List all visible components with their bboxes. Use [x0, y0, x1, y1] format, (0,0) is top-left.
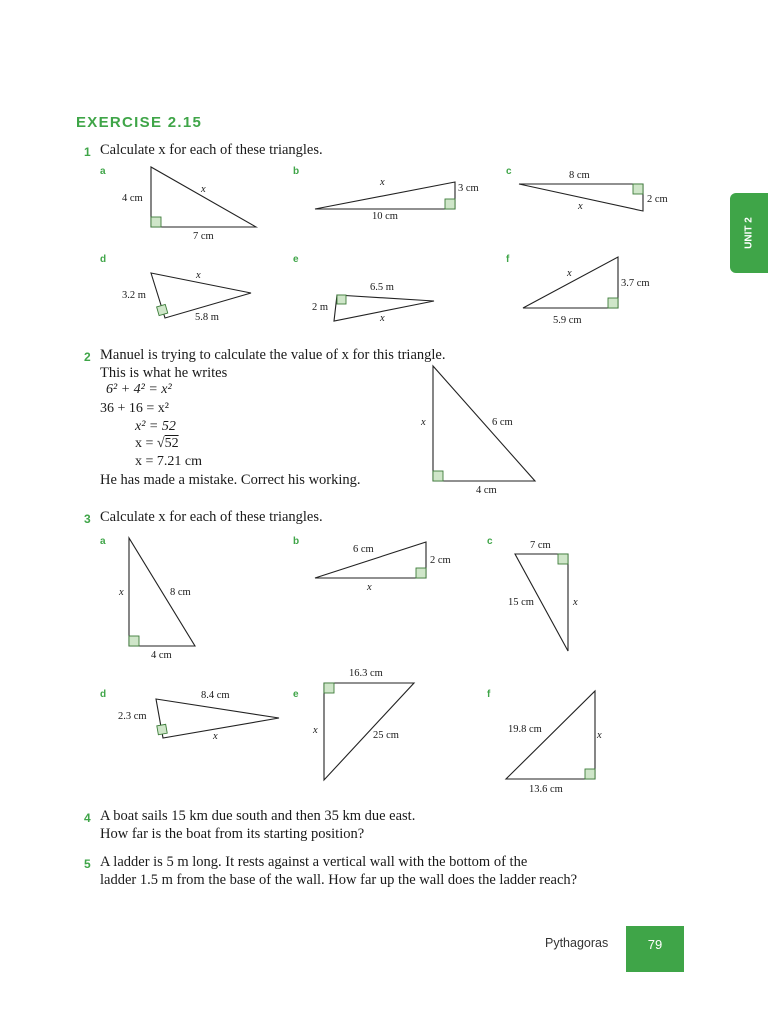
q3e-letter: e — [293, 689, 299, 700]
q2-working-1: 6² + 4² = x² — [106, 382, 172, 397]
q3d-label: 8.4 cm — [201, 690, 230, 701]
q3a-label: 8 cm — [170, 587, 191, 598]
q3b-label: 2 cm — [430, 555, 451, 566]
q1c-label: 8 cm — [569, 170, 590, 181]
q2-working-4-prefix: x = √ — [135, 436, 165, 451]
q4-line2: How far is the boat from its starting position? — [100, 826, 365, 842]
q1f-letter: f — [506, 254, 510, 265]
q1f-label: 3.7 cm — [621, 278, 650, 289]
q2-working-2: 36 + 16 = x² — [100, 401, 169, 416]
q1a-label: 7 cm — [193, 231, 214, 242]
q3a-label: 4 cm — [151, 650, 172, 661]
q3c-label: x — [573, 597, 578, 608]
q1-text: Calculate x for each of these triangles. — [100, 142, 323, 158]
q1b-label: x — [380, 177, 385, 188]
q3b-label: 6 cm — [353, 544, 374, 555]
q2-number: 2 — [84, 350, 91, 364]
q1b-label: 3 cm — [458, 183, 479, 194]
q5-line2: ladder 1.5 m from the base of the wall. How far up the wall does the ladder reach? — [100, 872, 578, 888]
q3f-letter: f — [487, 689, 491, 700]
q3d-label: 2.3 cm — [118, 711, 147, 722]
q5-number: 5 — [84, 857, 91, 871]
q2-working-5: x = 7.21 cm — [135, 454, 202, 469]
q3e-label: 25 cm — [373, 730, 399, 741]
unit-tab-label: UNIT 2 — [743, 217, 755, 249]
q1e-label: 2 m — [312, 302, 329, 313]
q3f-label: x — [597, 730, 602, 741]
q4-line1: A boat sails 15 km due south and then 35 km due east. — [100, 808, 416, 824]
q3f-label: 19.8 cm — [508, 724, 542, 735]
q3d-letter: d — [100, 689, 107, 700]
q3c-letter: c — [487, 536, 493, 547]
q4-number: 4 — [84, 811, 91, 825]
q5-line1: A ladder is 5 m long. It rests against a vertical wall with the bottom of the — [100, 854, 528, 870]
q1a-label: x — [201, 184, 206, 195]
q2-label: 6 cm — [492, 417, 513, 428]
q1e-label: 6.5 m — [370, 282, 394, 293]
q3b-letter: b — [293, 536, 300, 547]
q1d-label: x — [196, 270, 201, 281]
q2-line2: This is what he writes — [100, 365, 228, 381]
q2-line1: Manuel is trying to calculate the value of x for this triangle. — [100, 347, 446, 363]
q2-label: 4 cm — [476, 485, 497, 496]
exercise-title: EXERCISE 2.15 — [76, 114, 203, 131]
q1d-letter: d — [100, 254, 107, 265]
q1d-label: 3.2 m — [122, 290, 146, 301]
q3e-label: 16.3 cm — [349, 668, 383, 679]
q1a-label: 4 cm — [122, 193, 143, 204]
q2-label: x — [421, 417, 426, 428]
q1f-label: x — [567, 268, 572, 279]
q1c-label: 2 cm — [647, 194, 668, 205]
q1c-letter: c — [506, 166, 512, 177]
q3c-label: 15 cm — [508, 597, 534, 608]
q1e-letter: e — [293, 254, 299, 265]
q3a-letter: a — [100, 536, 106, 547]
q2-line3: He has made a mistake. Correct his working. — [100, 472, 361, 488]
q3a-label: x — [119, 587, 124, 598]
page-number: 79 — [626, 926, 684, 972]
q1d-label: 5.8 m — [195, 312, 219, 323]
q3f-label: 13.6 cm — [529, 784, 563, 795]
q3-number: 3 — [84, 512, 91, 526]
footer-chapter: Pythagoras — [545, 936, 609, 950]
q3e-label: x — [313, 725, 318, 736]
q3b-label: x — [367, 582, 372, 593]
q3-text: Calculate x for each of these triangles. — [100, 509, 323, 525]
q1e-label: x — [380, 313, 385, 324]
q3c-label: 7 cm — [530, 540, 551, 551]
q2-working-3: x² = 52 — [135, 419, 176, 434]
q1b-letter: b — [293, 166, 300, 177]
q3d-label: x — [213, 731, 218, 742]
q1c-label: x — [578, 201, 583, 212]
q1b-label: 10 cm — [372, 211, 398, 222]
q1a-letter: a — [100, 166, 106, 177]
q2-working-4-radicand: 52 — [164, 436, 179, 451]
q1-number: 1 — [84, 145, 91, 159]
q1f-label: 5.9 cm — [553, 315, 582, 326]
